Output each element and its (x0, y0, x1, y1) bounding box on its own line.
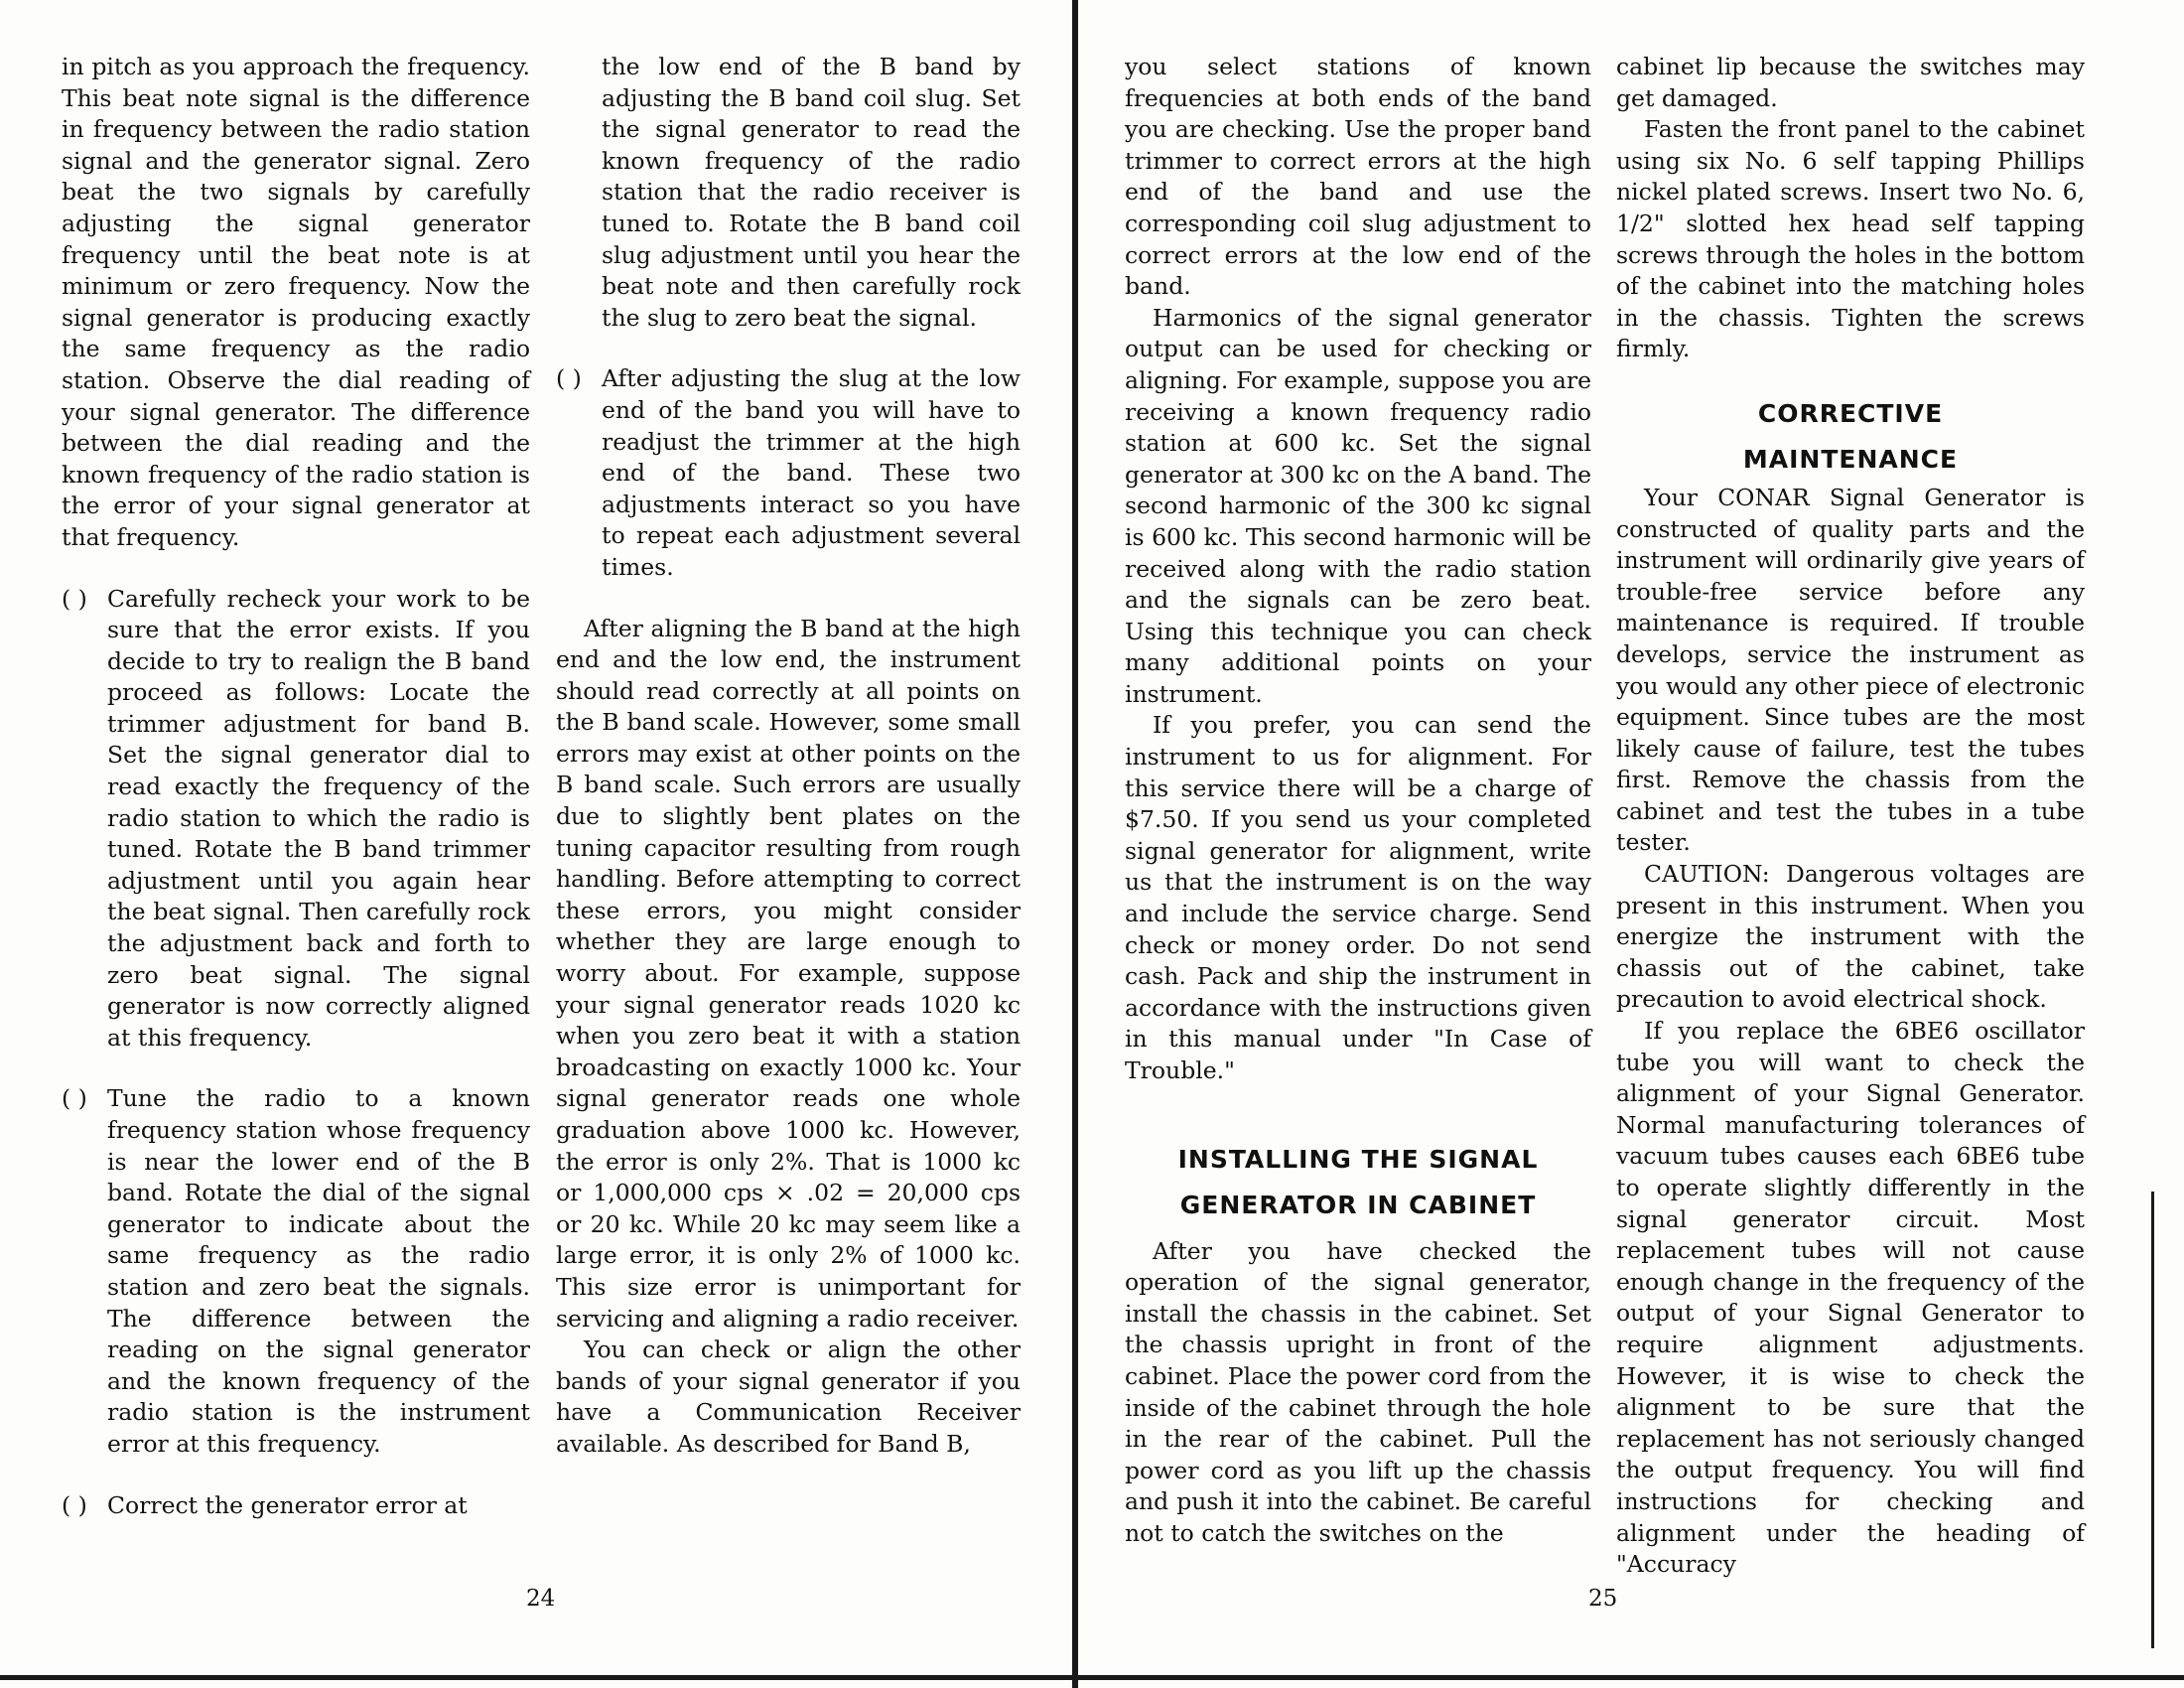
paragraph: in pitch as you approach the frequency. This beat note signal is the difference in frequency between the radio station signal and the generator signal. Zero beat the two signals by carefully adjusting the signal generator frequency until the beat note is at minimum or zero frequency. Now the signal generator is producing exactly the same frequency as the radio station. Observe the dial reading of your signal generator. The difference between the dial reading and the known frequency of the radio station is the error of your signal generator at that frequency. (62, 53, 530, 551)
paragraph: After you have checked the operation of the signal generator, install the chassis in the cabinet. Set the chassis upright in front of the cabinet. Place the power cord from the inside of the cabinet through the hole in the rear of the cabinet. Pull the power cord as you lift up the chassis and push it into the cabinet. Be careful not to catch the switches on the (1125, 1236, 1591, 1547)
page-number: 25 (1588, 1586, 1618, 1612)
checkbox-bracket: ( ) (556, 364, 582, 393)
paragraph: After aligning the B band at the high end and the low end, the instrument should read correctly at all points on the B band scale. However, some small errors may exist at other points on the B band scale. Such errors are usually due to slightly bent plates on the tuning capacitor resulting from rough handling. Before attempting to correct these errors, you might consider whether they are large enough to worry about. For example, suppose your signal generator reads 1020 kc when you zero beat it with a station broadcasting on exactly 1000 kc. Your signal generator reads one whole graduation above 1000 kc. However, the error is only 2%. That is 1000 kc or 1,000,000 cps × .02 = 20,000 cps or 20 kc. While 20 kc may seem like a large error, it is only 2% of 1000 kc. This size error is unimportant for servicing and aligning a radio receiver. (556, 614, 1021, 1333)
checkbox-bracket: ( ) (62, 1084, 87, 1113)
checkbox-bracket: ( ) (62, 584, 87, 613)
section-heading (1616, 391, 2085, 483)
right-page-column-1 (1125, 52, 1591, 1550)
checklist-item (556, 363, 1021, 583)
checklist-item (62, 1083, 530, 1460)
paragraph: You can check or align the other bands of your signal generator if you have a Communication Receiver available. As described for Band B, (556, 1336, 1021, 1458)
section-heading-line: INSTALLING THE SIGNAL (1177, 1144, 1539, 1174)
checklist-item-text: Correct the generator error at (107, 1490, 468, 1519)
checklist-item-text: Carefully recheck your work to be sure that the error exists. If you decide to try to realign the B band proceed as follows: Locate the trimmer adjustment for band B. Set the signal generator dial to read exactly the frequency of the radio station to which the radio is tuned. Rotate the B band trimmer adjustment until you again hear the beat signal. Then carefully rock the adjustment back and forth to zero beat signal. The signal generator is now correctly aligned at this frequency. (107, 584, 530, 1052)
paragraph: Harmonics of the signal generator output can be used for checking or aligning. For example, suppose you are receiving a known frequency radio station at 600 kc. Set the signal generator at 300 kc on the A band. The second harmonic of the 300 kc signal is 600 kc. This second harmonic will be received along with the radio station and the signals can be zero beat. Using this technique you can check many additional points on your instrument. (1125, 303, 1591, 708)
paragraph: Fasten the front panel to the cabinet using six No. 6 self tapping Phillips nickel plated screws. Insert two No. 6, 1/2" slotted hex head self tapping screws through the holes in the bottom of the cabinet into the matching holes in the chassis. Tighten the screws firmly. (1616, 115, 2085, 363)
checklist-item-continuation: the low end of the B band by adjusting the B band coil slug. Set the signal generator to read the known frequency of the radio station that the radio receiver is tuned to. Rotate the B band coil slug adjustment until you hear the beat note and then carefully rock the slug to zero beat the signal. (602, 53, 1021, 332)
left-page-column-1 (62, 52, 530, 1521)
paragraph: you select stations of known frequencies at both ends of the band you are checking. Use the proper band trimmer to correct errors at the high end of the band and use the corresponding coil slug adjustment to correct errors at the low end of the band. (1125, 53, 1591, 301)
page-spine (1072, 0, 1078, 1688)
paragraph: Your CONAR Signal Generator is constructed of quality parts and the instrument will ordinarily give years of trouble-free service before any maintenance is required. If trouble develops, service the instrument as you would any other piece of electronic equipment. Since tubes are the most likely cause of failure, test the tubes first. Remove the chassis from the cabinet and test the tubes in a tube tester. (1616, 483, 2085, 857)
section-heading-line: GENERATOR IN CABINET (1179, 1190, 1537, 1219)
left-page-column-2 (556, 52, 1021, 1461)
right-edge-rule (2151, 1192, 2154, 1648)
checklist-item (62, 1490, 530, 1522)
checklist-item (62, 584, 530, 1055)
paragraph: If you prefer, you can send the instrument to us for alignment. For this service there will be a charge of $7.50. If you send us your completed signal generator for alignment, write us that the instrument is on the way and include the service charge. Send check or money order. Do not send cash. Pack and ship the instrument in accordance with the instructions given in this manual under "In Case of Trouble." (1125, 711, 1591, 1084)
section-heading-line: MAINTENANCE (1742, 444, 1959, 474)
right-page-column-2 (1616, 52, 2085, 1581)
bottom-edge-rule (0, 1675, 2184, 1680)
paragraph: CAUTION: Dangerous voltages are present in this instrument. When you energize the instrument with the chassis out of the cabinet, take precaution to avoid electrical shock. (1616, 860, 2085, 1014)
page-number: 24 (526, 1586, 556, 1612)
section-heading-line: CORRECTIVE (1757, 398, 1944, 428)
checklist-item-text: After adjusting the slug at the low end of the band you will have to readjust the trimmer at the high end of the band. These two adjustments interact so you have to repeat each adjustment several times. (602, 364, 1021, 581)
paragraph: If you replace the 6BE6 oscillator tube you will want to check the alignment of your Signal Generator. Normal manufacturing tolerances of vacuum tubes causes each 6BE6 tube to operate slightly differently in the signal generator circuit. Most replacement tubes will not cause enough change in the frequency of the output of your Signal Generator to require alignment adjustments. However, it is wise to check the alignment to be sure that the replacement has not seriously changed the output frequency. You will find instructions for checking and alignment under the heading of "Accuracy (1616, 1017, 2085, 1579)
checkbox-bracket: ( ) (62, 1490, 87, 1519)
checklist-item-text: Tune the radio to a known frequency station whose frequency is near the lower end of the B band. Rotate the dial of the signal generator to indicate about the same frequency as the radio station and zero beat the signals. The difference between the reading on the signal generator and the known frequency of the radio station is the instrument error at this frequency. (107, 1084, 530, 1458)
section-heading (1125, 1137, 1591, 1228)
paragraph: cabinet lip because the switches may get damaged. (1616, 53, 2085, 112)
